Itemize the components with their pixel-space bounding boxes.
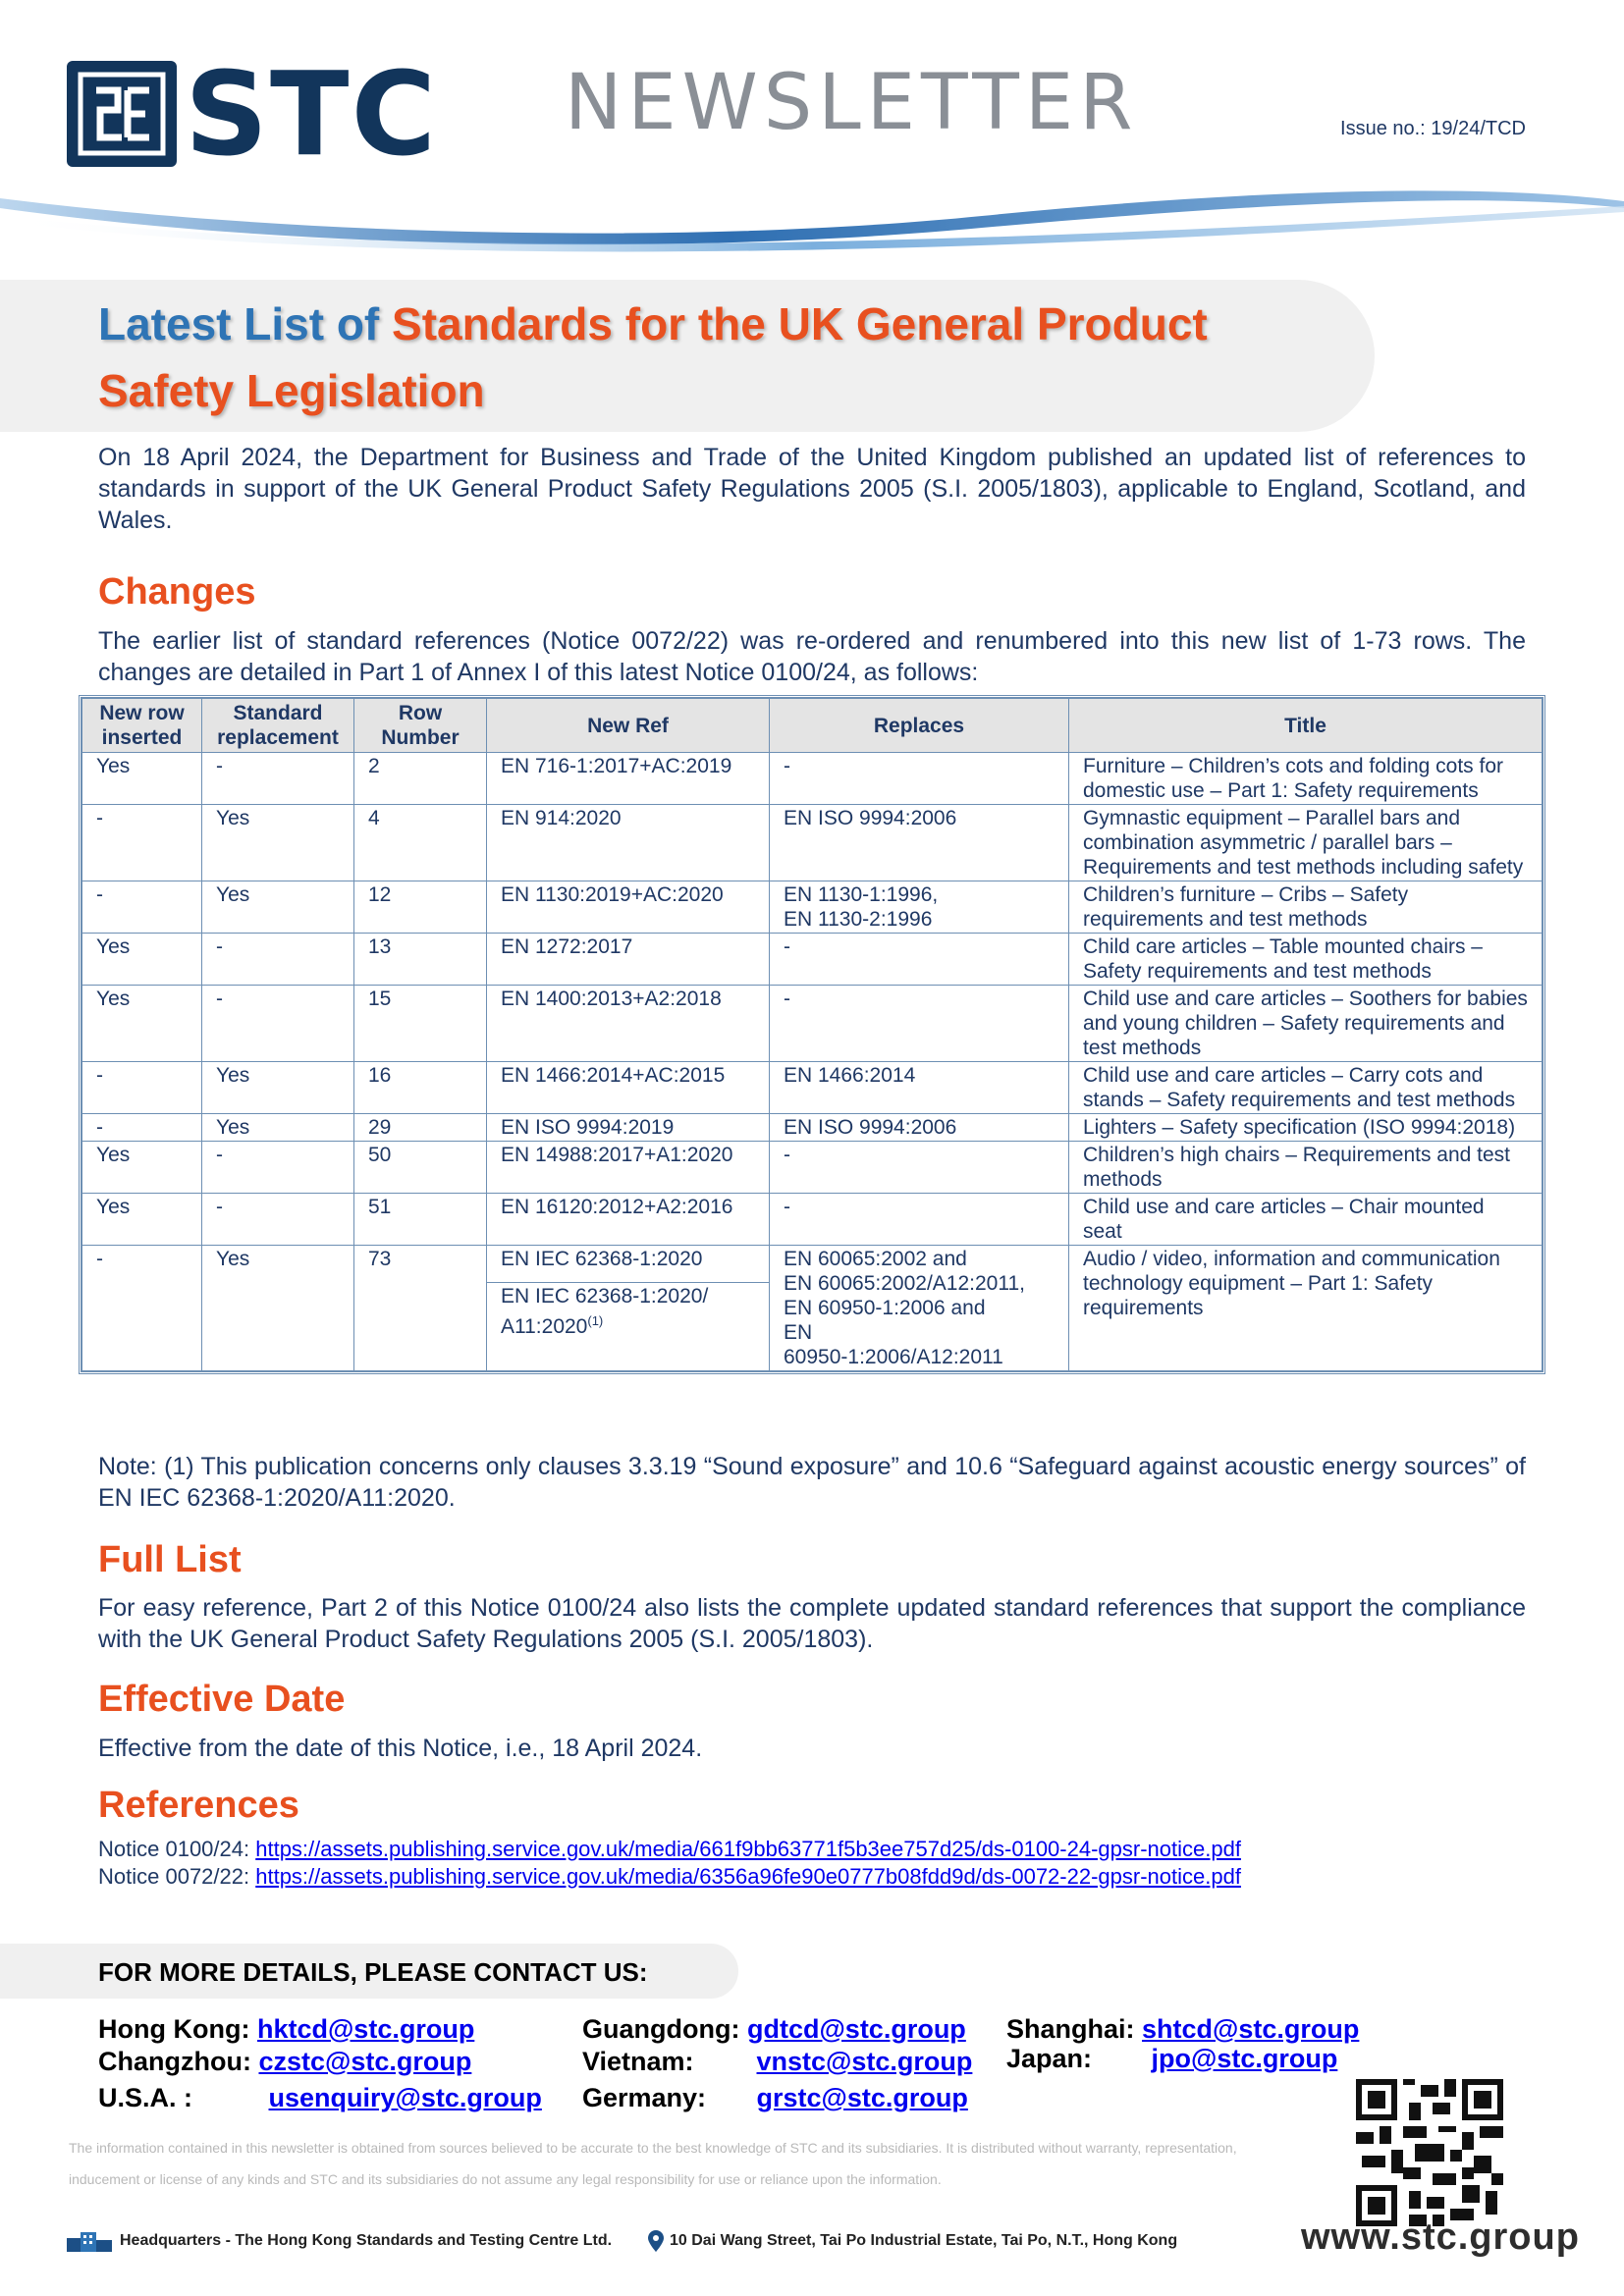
col-header-new-ref: New Ref	[487, 699, 770, 753]
table-row	[82, 881, 1543, 934]
cell-replacement: Yes	[202, 805, 354, 881]
cell-replacement: -	[202, 986, 354, 1062]
table-row	[82, 1114, 1543, 1142]
cell-new-row: -	[82, 1246, 202, 1371]
cell-row-number: 4	[354, 805, 487, 881]
cell-row-number: 29	[354, 1114, 487, 1142]
cell-new-row: Yes	[82, 1194, 202, 1246]
cell-title: Furniture – Children’s cots and folding cots for domestic use – Part 1: Safety requirements	[1069, 753, 1543, 805]
table-header-row	[82, 699, 1543, 753]
cell-new-row: -	[82, 1062, 202, 1114]
cell-row-number: 51	[354, 1194, 487, 1246]
cell-new-row: Yes	[82, 986, 202, 1062]
disclaimer-text: The information contained in this newsletter is obtained from sources believed to be accurate to the best knowledge of STC and its subsidiaries. It is distributed without warranty, representation, inducement or license of any kinds and STC and its subsidiaries do not assume any legal responsibility for use or reliance upon the information.	[69, 2140, 1237, 2187]
cell-replacement: Yes	[202, 1114, 354, 1142]
stc-logo	[67, 46, 439, 182]
cell-new-ref: EN 16120:2012+A2:2016	[487, 1194, 770, 1246]
newsletter-heading: NEWSLETTER	[565, 59, 1139, 147]
cell-new-row: Yes	[82, 934, 202, 986]
cell-title: Child use and care articles – Chair mounted seat	[1069, 1194, 1543, 1246]
col-header-replaces: Replaces	[770, 699, 1069, 753]
cell-title: Child use and care articles – Carry cots and stands – Safety requirements and test methods	[1069, 1062, 1543, 1114]
contact-email-link[interactable]: jpo@stc.group	[1151, 2044, 1338, 2073]
contact-email-link[interactable]: hktcd@stc.group	[256, 2014, 475, 2044]
cell-new-row: -	[82, 881, 202, 934]
cell-title: Gymnastic equipment – Parallel bars and combination asymmetric / parallel bars – Requirements and test methods including safety	[1069, 805, 1543, 881]
effective-date-paragraph: Effective from the date of this Notice, i.e., 18 April 2024.	[98, 1735, 703, 1762]
cell-row-number: 13	[354, 934, 487, 986]
cell-replacement: -	[202, 934, 354, 986]
contact-email-link[interactable]: usenquiry@stc.group	[268, 2083, 542, 2112]
cell-replacement: -	[202, 1142, 354, 1194]
changes-heading: Changes	[98, 571, 256, 613]
table-row	[82, 805, 1543, 881]
footer-address	[648, 2230, 1177, 2252]
col-header-new-row: New row inserted	[82, 699, 202, 753]
title-part-blue: Latest List of	[98, 298, 393, 349]
table-row	[82, 753, 1543, 805]
table-row	[82, 934, 1543, 986]
reference-label: Notice 0072/22:	[98, 1864, 256, 1889]
footnote-marker: (1)	[587, 1313, 604, 1328]
references-heading: References	[98, 1785, 299, 1826]
contact-label: Guangdong:	[582, 2014, 740, 2044]
header-swoosh	[0, 177, 1624, 275]
cell-title: Children’s high chairs – Requirements and test methods	[1069, 1142, 1543, 1194]
contact-heading: FOR MORE DETAILS, PLEASE CONTACT US:	[98, 1957, 648, 1987]
cell-row-number: 15	[354, 986, 487, 1062]
cell-title: Children’s furniture – Cribs – Safety requirements and test methods	[1069, 881, 1543, 934]
page-title	[98, 291, 1355, 424]
cell-new-ref: EN 14988:2017+A1:2020	[487, 1142, 770, 1194]
effective-date-heading: Effective Date	[98, 1679, 346, 1720]
contact-changzhou	[98, 2047, 471, 2077]
footer-headquarters	[67, 2230, 612, 2252]
table-row	[82, 1194, 1543, 1246]
logo-wordmark: STC	[185, 46, 439, 182]
contact-label: Changzhou:	[98, 2047, 251, 2076]
col-header-title: Title	[1069, 699, 1543, 753]
new-ref-amendment: EN IEC 62368-1:2020/ A11:2020	[501, 1285, 709, 1338]
cell-replaces: EN 60065:2002 and EN 60065:2002/A12:2011, EN 60950-1:2006 and EN 60950-1:2006/A12:2011	[770, 1246, 1069, 1371]
stc-emblem-icon	[67, 61, 177, 167]
cell-new-row: Yes	[82, 753, 202, 805]
cell-new-ref: EN 1130:2019+AC:2020	[487, 881, 770, 934]
contact-germany	[582, 2083, 968, 2113]
title-part-orange: Standards for the UK General Product Safety Legislation	[98, 298, 1208, 416]
changes-paragraph: The earlier list of standard references (Notice 0072/22) was re-ordered and renumbered into this new list of 1-73 rows. The changes are detailed in Part 1 of Annex I of this latest Notice 0100/24, as follows:	[98, 627, 1526, 686]
cell-title: Child use and care articles – Soothers for babies and young children – Safety requirements and test methods	[1069, 986, 1543, 1062]
table-row	[82, 986, 1543, 1062]
col-header-replacement: Standard replacement	[202, 699, 354, 753]
cell-new-row: -	[82, 1114, 202, 1142]
contact-usa	[98, 2083, 542, 2113]
table-row	[82, 1142, 1543, 1194]
full-list-paragraph: For easy reference, Part 2 of this Notice 0100/24 also lists the complete updated standard references that support the compliance with the UK General Product Safety Regulations 2005 (S.I. 2005/1803).	[98, 1594, 1526, 1653]
footer-address-text: 10 Dai Wang Street, Tai Po Industrial Estate, Tai Po, N.T., Hong Kong	[670, 2232, 1178, 2249]
contact-email-link[interactable]: gdtcd@stc.group	[746, 2014, 966, 2044]
cell-title: Child care articles – Table mounted chairs – Safety requirements and test methods	[1069, 934, 1543, 986]
table-row	[82, 1246, 1543, 1371]
contact-email-link[interactable]: vnstc@stc.group	[756, 2047, 973, 2076]
cell-replaces: -	[770, 934, 1069, 986]
cell-replacement: Yes	[202, 1246, 354, 1371]
cell-replaces: -	[770, 986, 1069, 1062]
cell-new-row: Yes	[82, 1142, 202, 1194]
contact-email-link[interactable]: czstc@stc.group	[258, 2047, 472, 2076]
cell-row-number: 12	[354, 881, 487, 934]
reference-link[interactable]: https://assets.publishing.service.gov.uk/media/661f9bb63771f5b3ee757d25/ds-0100-24-gpsr-notice.pdf	[255, 1837, 1241, 1861]
new-ref-line: EN IEC 62368-1:2020	[501, 1248, 703, 1270]
table-row	[82, 1062, 1543, 1114]
table-note: Note: (1) This publication concerns only clauses 3.3.19 “Sound exposure” and 10.6 “Safeguard against acoustic energy sources” of EN IEC 62368-1:2020/A11:2020.	[98, 1453, 1526, 1512]
cell-new-ref	[487, 1246, 770, 1371]
new-ref-line	[487, 1282, 769, 1340]
cell-replaces: -	[770, 753, 1069, 805]
cell-replaces: EN ISO 9994:2006	[770, 805, 1069, 881]
cell-new-ref: EN 914:2020	[487, 805, 770, 881]
contact-label: Hong Kong:	[98, 2014, 250, 2044]
cell-row-number: 16	[354, 1062, 487, 1114]
contact-japan	[1006, 2044, 1337, 2074]
cell-new-ref: EN 716-1:2017+AC:2019	[487, 753, 770, 805]
cell-replaces: EN 1130-1:1996, EN 1130-2:1996	[770, 881, 1069, 934]
contact-label: Japan:	[1006, 2044, 1093, 2073]
intro-paragraph: On 18 April 2024, the Department for Business and Trade of the United Kingdom published an updated list of references to standards in support of the UK General Product Safety Regulations 2005 (S.I. 2005/1803), applicable to England, Scotland, and Wales.	[98, 444, 1526, 534]
cell-new-ref: EN 1400:2013+A2:2018	[487, 986, 770, 1062]
cell-replacement: -	[202, 1194, 354, 1246]
cell-replaces: EN ISO 9994:2006	[770, 1114, 1069, 1142]
cell-new-ref: EN 1272:2017	[487, 934, 770, 986]
issue-number: Issue no.: 19/24/TCD	[1340, 118, 1526, 139]
contact-label: Shanghai:	[1006, 2014, 1135, 2044]
cell-replacement: Yes	[202, 881, 354, 934]
qr-code-icon	[1355, 2079, 1504, 2226]
contact-label: Vietnam:	[582, 2047, 694, 2076]
reference-link[interactable]: https://assets.publishing.service.gov.uk/media/6356a96fe90e0777b08fdd9d/ds-0072-22-gpsr-notice.pdf	[255, 1864, 1241, 1889]
contact-label: U.S.A. :	[98, 2083, 193, 2112]
cell-row-number: 2	[354, 753, 487, 805]
full-list-heading: Full List	[98, 1539, 242, 1580]
location-pin-icon	[648, 2230, 664, 2252]
cell-new-ref: EN 1466:2014+AC:2015	[487, 1062, 770, 1114]
cell-replaces: -	[770, 1142, 1069, 1194]
cell-replacement: -	[202, 753, 354, 805]
building-icon	[67, 2230, 112, 2252]
contact-guangdong	[582, 2014, 966, 2045]
cell-row-number: 73	[354, 1246, 487, 1371]
cell-row-number: 50	[354, 1142, 487, 1194]
reference-label: Notice 0100/24:	[98, 1837, 256, 1861]
col-header-row-number: Row Number	[354, 699, 487, 753]
cell-replacement: Yes	[202, 1062, 354, 1114]
contact-label: Germany:	[582, 2083, 707, 2112]
website-link[interactable]: www.stc.group	[1301, 2216, 1580, 2258]
contact-hong-kong	[98, 2014, 474, 2045]
reference-item	[98, 1837, 1241, 1862]
reference-item	[98, 1864, 1241, 1890]
changes-table	[79, 695, 1545, 1374]
cell-replaces: -	[770, 1194, 1069, 1246]
contact-email-link[interactable]: grstc@stc.group	[756, 2083, 968, 2112]
cell-new-ref: EN ISO 9994:2019	[487, 1114, 770, 1142]
contact-shanghai	[1006, 2014, 1359, 2045]
contact-email-link[interactable]: shtcd@stc.group	[1142, 2014, 1360, 2044]
cell-replaces: EN 1466:2014	[770, 1062, 1069, 1114]
contact-vietnam	[582, 2047, 972, 2077]
footer-hq-text: Headquarters - The Hong Kong Standards and Testing Centre Ltd.	[120, 2232, 613, 2249]
cell-title: Audio / video, information and communication technology equipment – Part 1: Safety requirements	[1069, 1246, 1543, 1371]
cell-new-row: -	[82, 805, 202, 881]
cell-title: Lighters – Safety specification (ISO 9994:2018)	[1069, 1114, 1543, 1142]
